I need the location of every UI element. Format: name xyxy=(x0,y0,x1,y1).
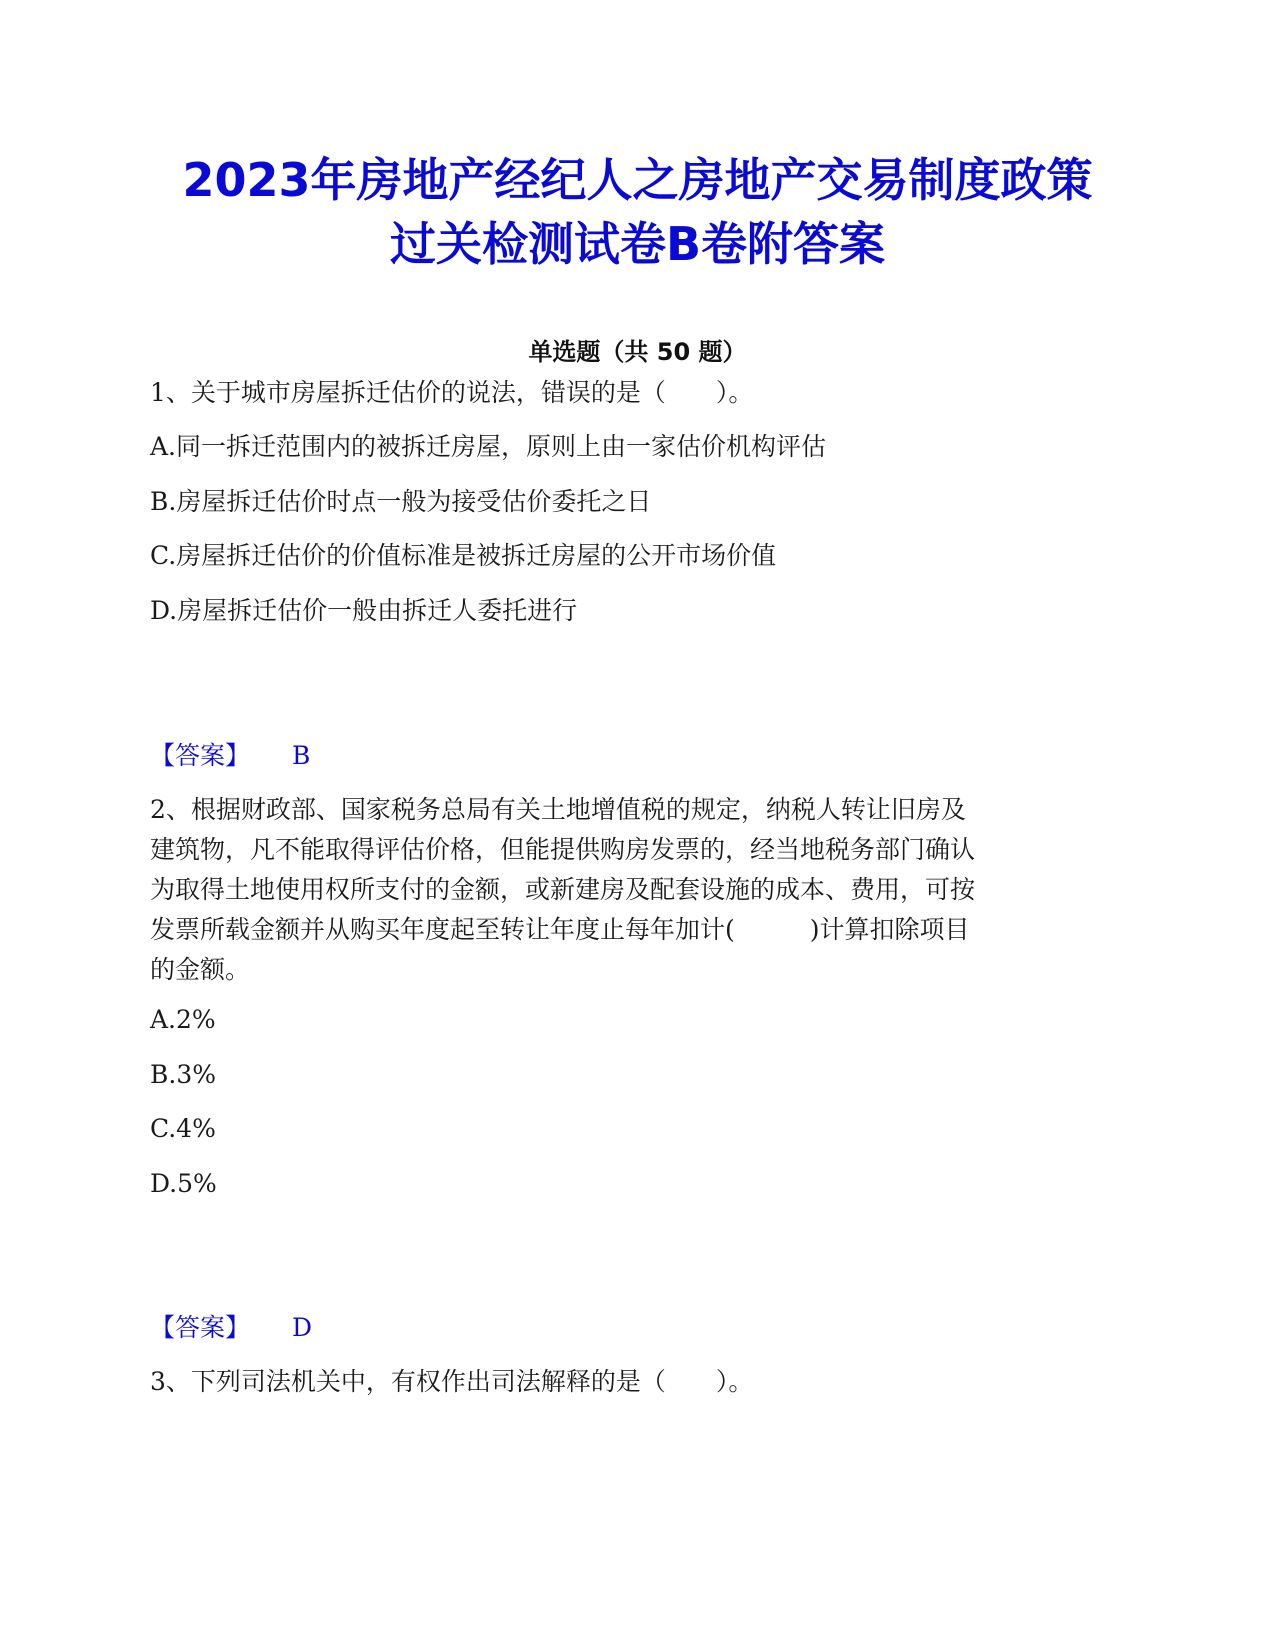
question-2-option-d: D.5% xyxy=(150,1169,217,1198)
question-1-stem: 1、关于城市房屋拆迁估价的说法，错误的是（ ）。 xyxy=(150,378,754,407)
question-1-option-a: A.同一拆迁范围内的被拆迁房屋，原则上由一家估价机构评估 xyxy=(150,432,827,461)
question-2-option-b: B.3% xyxy=(150,1060,216,1089)
document-title xyxy=(100,148,1175,276)
question-2-stem-line: 发票所载金额并从购买年度起至转让年度止每年加计( )计算扣除项目 xyxy=(150,915,970,944)
section-header: 单选题（共 50 题） xyxy=(528,338,747,366)
question-1-option-d: D.房屋拆迁估价一般由拆迁人委托进行 xyxy=(150,596,578,625)
title-line-1: 2023年房地产经纪人之房地产交易制度政策 xyxy=(182,153,1093,207)
question-1-answer xyxy=(150,737,1110,775)
title-line-2: 过关检测试卷B卷附答案 xyxy=(389,217,886,271)
question-2-option-c: C.4% xyxy=(150,1114,216,1143)
question-2-stem xyxy=(150,790,1110,990)
question-2-stem-line: 的金额。 xyxy=(150,955,251,984)
question-1-option-c: C.房屋拆迁估价的价值标准是被拆迁房屋的公开市场价值 xyxy=(150,541,777,570)
question-2-stem-line: 为取得土地使用权所支付的金额，或新建房及配套设施的成本、费用，可按 xyxy=(150,875,976,904)
answer-label: 【答案】 xyxy=(150,1313,251,1342)
answer-value: D xyxy=(292,1313,313,1342)
question-1-option-b: B.房屋拆迁估价时点一般为接受估价委托之日 xyxy=(150,487,652,516)
answer-label: 【答案】 xyxy=(150,741,251,770)
question-2-answer xyxy=(150,1309,1110,1347)
question-2-option-a: A.2% xyxy=(150,1005,216,1034)
answer-value: B xyxy=(292,741,311,770)
question-2-stem-line: 2、根据财政部、国家税务总局有关土地增值税的规定，纳税人转让旧房及 xyxy=(150,795,966,824)
question-2-stem-line: 建筑物，凡不能取得评估价格，但能提供购房发票的，经当地税务部门确认 xyxy=(150,835,976,864)
question-3-stem: 3、下列司法机关中，有权作出司法解释的是（ ）。 xyxy=(150,1367,754,1396)
